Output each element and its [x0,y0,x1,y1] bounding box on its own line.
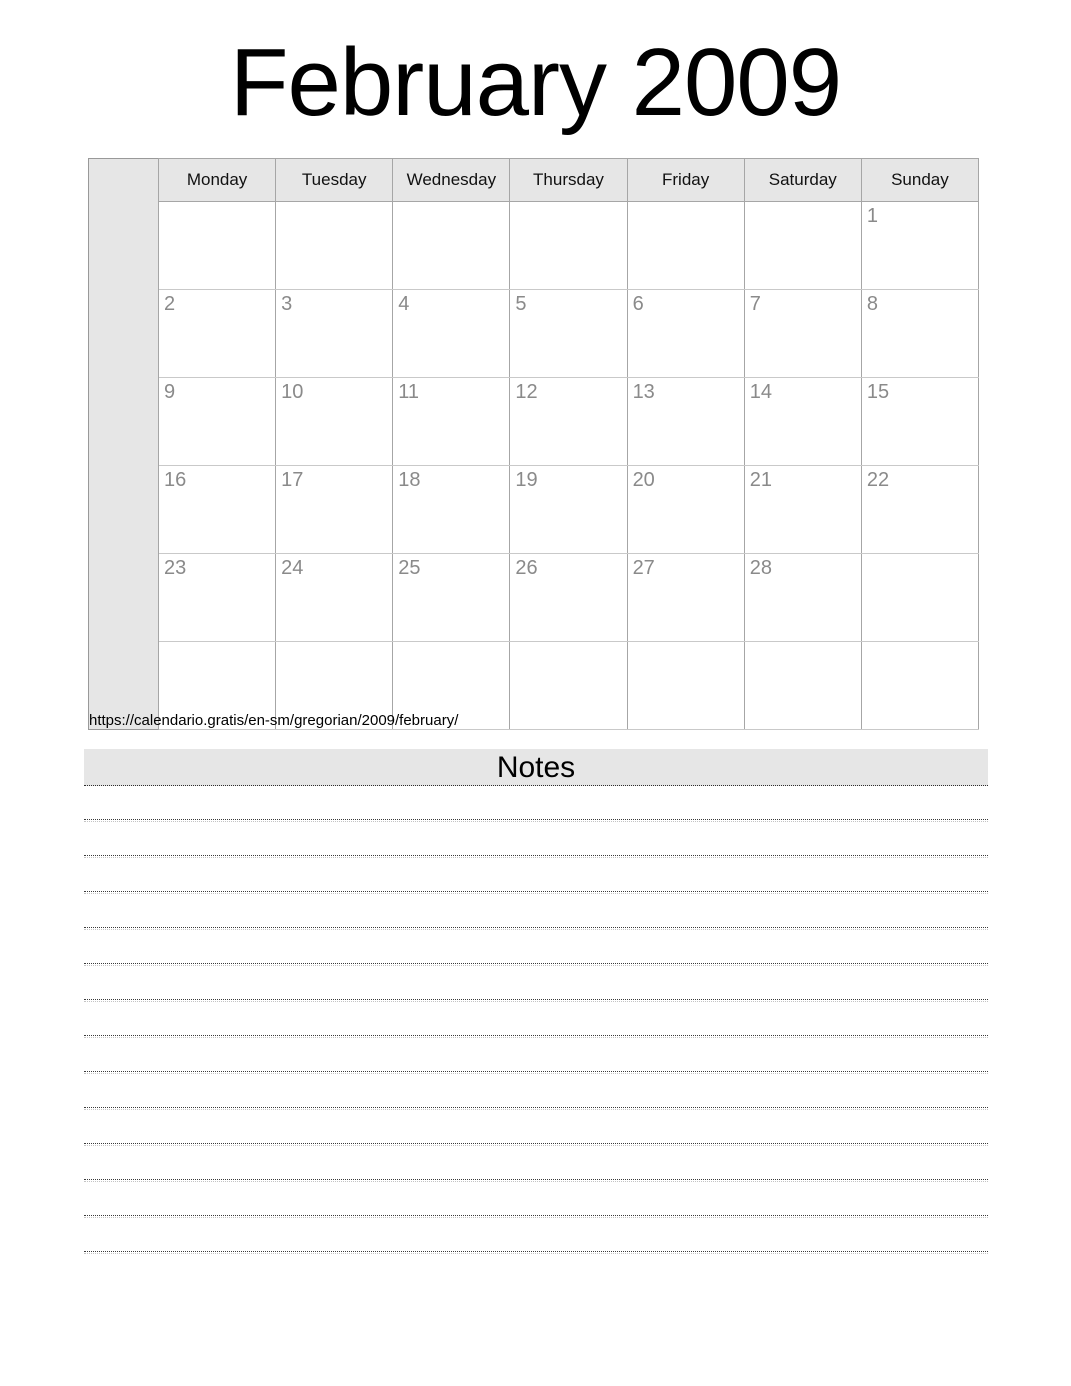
day-cell [276,378,393,466]
day-cell [744,554,861,642]
day-cell [744,466,861,554]
day-number: 6 [632,293,644,315]
day-cell [276,554,393,642]
day-number: 26 [515,557,538,579]
notes-title: Notes [496,751,576,784]
week-row [89,202,979,290]
day-cell [861,290,978,378]
notes-rule-line [84,1215,988,1218]
day-number: 24 [281,557,304,579]
day-cell [510,202,627,290]
day-cell [159,554,276,642]
week-row [89,378,979,466]
day-number: 8 [866,293,878,315]
day-number: 10 [281,381,304,403]
weekday-header-tuesday: Tuesday [276,159,393,202]
day-cell [627,290,744,378]
day-cell [510,378,627,466]
weekday-header-row [89,159,979,202]
notes-rule-line [84,1251,988,1254]
day-cell [627,466,744,554]
week-row [89,554,979,642]
day-number: 5 [515,293,527,315]
day-number: 1 [866,205,878,227]
day-cell [393,466,510,554]
notes-rule-line [84,1143,988,1146]
notes-rule-line [84,927,988,930]
day-cell [393,554,510,642]
day-cell [861,642,978,730]
day-cell [159,202,276,290]
calendar-gutter [89,159,159,730]
notes-rule-line [84,963,988,966]
day-number: 16 [164,469,187,491]
day-cell [861,202,978,290]
day-cell [159,466,276,554]
day-cell [627,378,744,466]
day-cell [744,290,861,378]
day-number: 19 [515,469,538,491]
notes-section [84,749,988,1254]
day-cell [393,202,510,290]
weekday-header-wednesday: Wednesday [393,159,510,202]
notes-rule-line [84,999,988,1002]
day-number: 22 [866,469,890,491]
day-number: 28 [749,557,772,579]
notes-rule-line [84,1035,988,1038]
source-url: https://calendario.gratis/en-sm/gregorian/2009/february/ [89,712,459,729]
day-cell [744,642,861,730]
day-cell [510,642,627,730]
notes-header-bar [84,749,988,786]
day-cell [627,642,744,730]
calendar-grid [88,158,979,730]
notes-rule-line [84,819,988,822]
day-number: 20 [632,469,655,491]
day-number: 23 [164,557,187,579]
day-number: 27 [632,557,655,579]
day-cell [861,554,978,642]
weekday-header-friday: Friday [627,159,744,202]
day-number: 12 [515,381,538,403]
day-number: 17 [281,469,304,491]
weekday-header-sunday: Sunday [861,159,978,202]
day-cell [159,378,276,466]
day-cell [510,466,627,554]
weekday-header-monday: Monday [159,159,276,202]
day-cell [393,378,510,466]
weekday-header-thursday: Thursday [510,159,627,202]
day-number: 7 [749,293,761,315]
day-cell [861,466,978,554]
day-number: 21 [749,469,772,491]
day-number: 13 [632,381,655,403]
day-cell [276,202,393,290]
week-row [89,290,979,378]
day-number: 11 [398,381,420,403]
day-cell [159,290,276,378]
day-cell [276,290,393,378]
day-cell [627,202,744,290]
notes-rule-line [84,1107,988,1110]
day-number: 3 [281,293,293,315]
notes-ruled-area [84,819,988,1254]
day-cell [744,202,861,290]
day-cell [627,554,744,642]
day-cell [510,290,627,378]
day-cell [276,466,393,554]
notes-rule-line [84,1179,988,1182]
weekday-header-saturday: Saturday [744,159,861,202]
week-row [89,466,979,554]
notes-rule-line [84,1071,988,1074]
day-number: 9 [164,381,176,403]
notes-rule-line [84,855,988,858]
day-cell [861,378,978,466]
day-number: 14 [749,381,772,403]
day-number: 18 [398,469,421,491]
page-title: February 2009 [229,29,842,136]
day-cell [393,290,510,378]
notes-rule-line [84,891,988,894]
day-cell [510,554,627,642]
day-number: 25 [398,557,421,579]
day-number: 2 [164,293,176,315]
day-number: 4 [398,293,410,315]
day-number: 15 [866,381,890,403]
day-cell [744,378,861,466]
